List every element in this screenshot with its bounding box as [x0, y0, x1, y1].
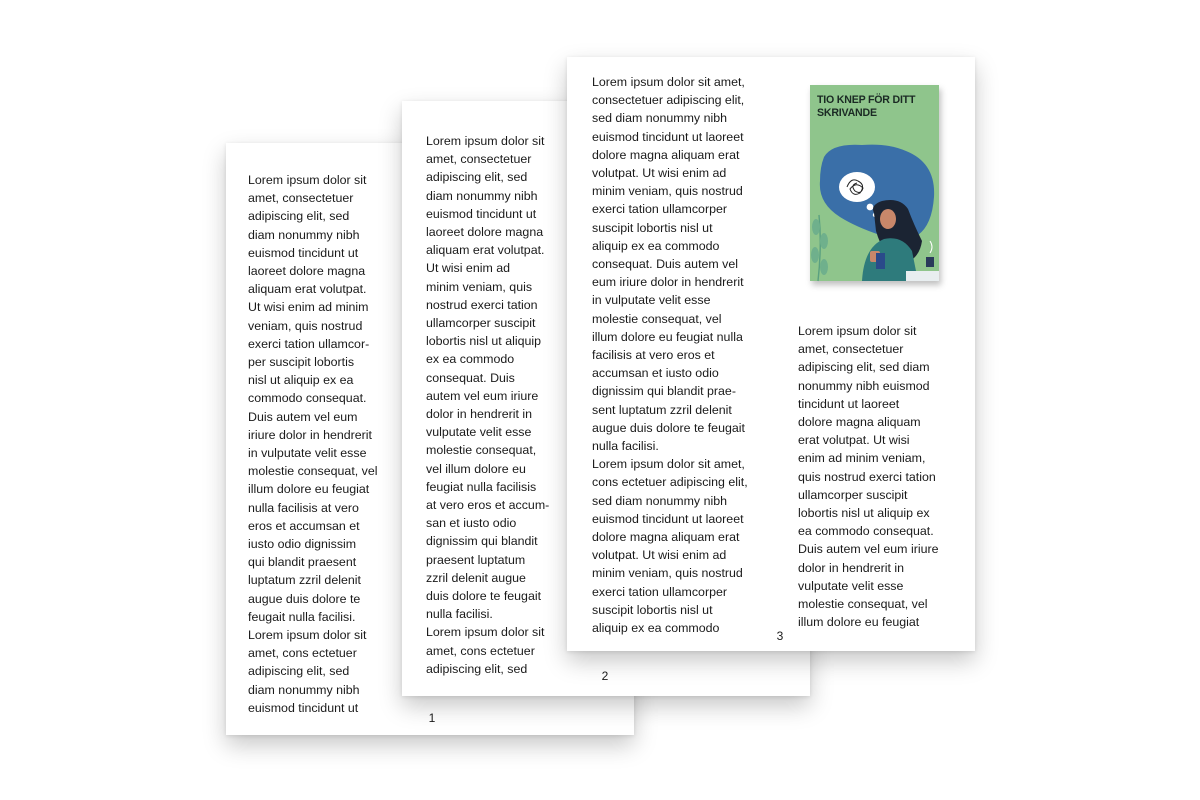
book-cover-image — [810, 85, 939, 281]
page-1-text: Lorem ipsum dolor sit amet, consectetuer adipiscing elit, sed diam nonummy nibh euismod tincidunt ut laoreet dolore magna aliquam erat volutpat. Ut wisi enim ad minim veniam, quis nostrud exerci tation ullamcor- per suscipit lobortis nisl ut aliquip ex ea commodo consequat. Duis autem vel eum iriure dolor in hendrerit in vulputate velit esse molestie consequat, vel illum dolore eu feugiat nulla facilisis at vero eros et accumsan et iusto odio dignissim qui blandit praesent luptatum zzril delenit augue duis dolore te feugait nulla facilisi. Lorem ipsum dolor sit amet, cons ectetuer adipiscing elit, sed diam nonummy nibh euismod tincidunt ut — [248, 173, 378, 715]
page-number: 2 — [601, 669, 609, 683]
page-2-text: Lorem ipsum dolor sit amet, consectetuer adipiscing elit, sed diam nonummy nibh euismod tincidunt ut laoreet dolore magna aliquam erat volutpat. Ut wisi enim ad minim veniam, quis nostrud exerci tation ullamcorper suscipit lobortis nisl ut aliquip ex ea commodo consequat. Duis autem vel eum iriure dolor in hendrerit in vulputate velit esse molestie consequat, vel illum dolore eu feugiat nulla facilisis at vero eros et accum- san et iusto odio dignissim qui blandit praesent luptatum zzril delenit augue duis dolore te feugait nulla facilisi. Lorem ipsum dolor sit amet, cons ectetuer adipiscing elit, sed — [426, 134, 550, 676]
page-3 — [567, 57, 975, 651]
page-number: 1 — [428, 711, 436, 725]
page-3-text-right: Lorem ipsum dolor sit amet, consectetuer adipiscing elit, sed diam nonummy nibh euismod tincidunt ut laoreet dolore magna aliquam erat volutpat. Ut wisi enim ad minim veniam, quis nostrud exerci tation ullamcorper suscipit lobortis nisl ut aliquip ex ea commodo consequat. Duis autem vel eum iriure dolor in hendrerit in vulputate velit esse molestie consequat, vel illum dolore eu feugiat — [798, 324, 939, 630]
book-title: TIO KNEP FÖR DITT SKRIVANDE — [817, 94, 916, 119]
page-3-text-left: Lorem ipsum dolor sit amet, consectetuer adipiscing elit, sed diam nonummy nibh euismod tincidunt ut laoreet dolore magna aliquam erat volutpat. Ut wisi enim ad minim veniam, quis nostrud exerci tation ullamcorper suscipit lobortis nisl ut aliquip ex ea commodo consequat. Duis autem vel eum iriure dolor in hendrerit in vulputate velit esse molestie consequat, vel illum dolore eu feugiat nulla facilisis at vero eros et accumsan et iusto odio dignissim qui blandit prae- sent luptatum zzril delenit augue duis dolore te feugait nulla facilisi. Lorem ipsum dolor sit amet, cons ectetuer adipiscing elit, sed diam nonummy nibh euismod tincidunt ut laoreet dolore magna aliquam erat volutpat. Ut wisi enim ad minim veniam, quis nostrud exerci tation ullamcorper suscipit lobortis nisl ut aliquip ex ea commodo — [592, 75, 748, 636]
page-number: 3 — [776, 629, 784, 643]
